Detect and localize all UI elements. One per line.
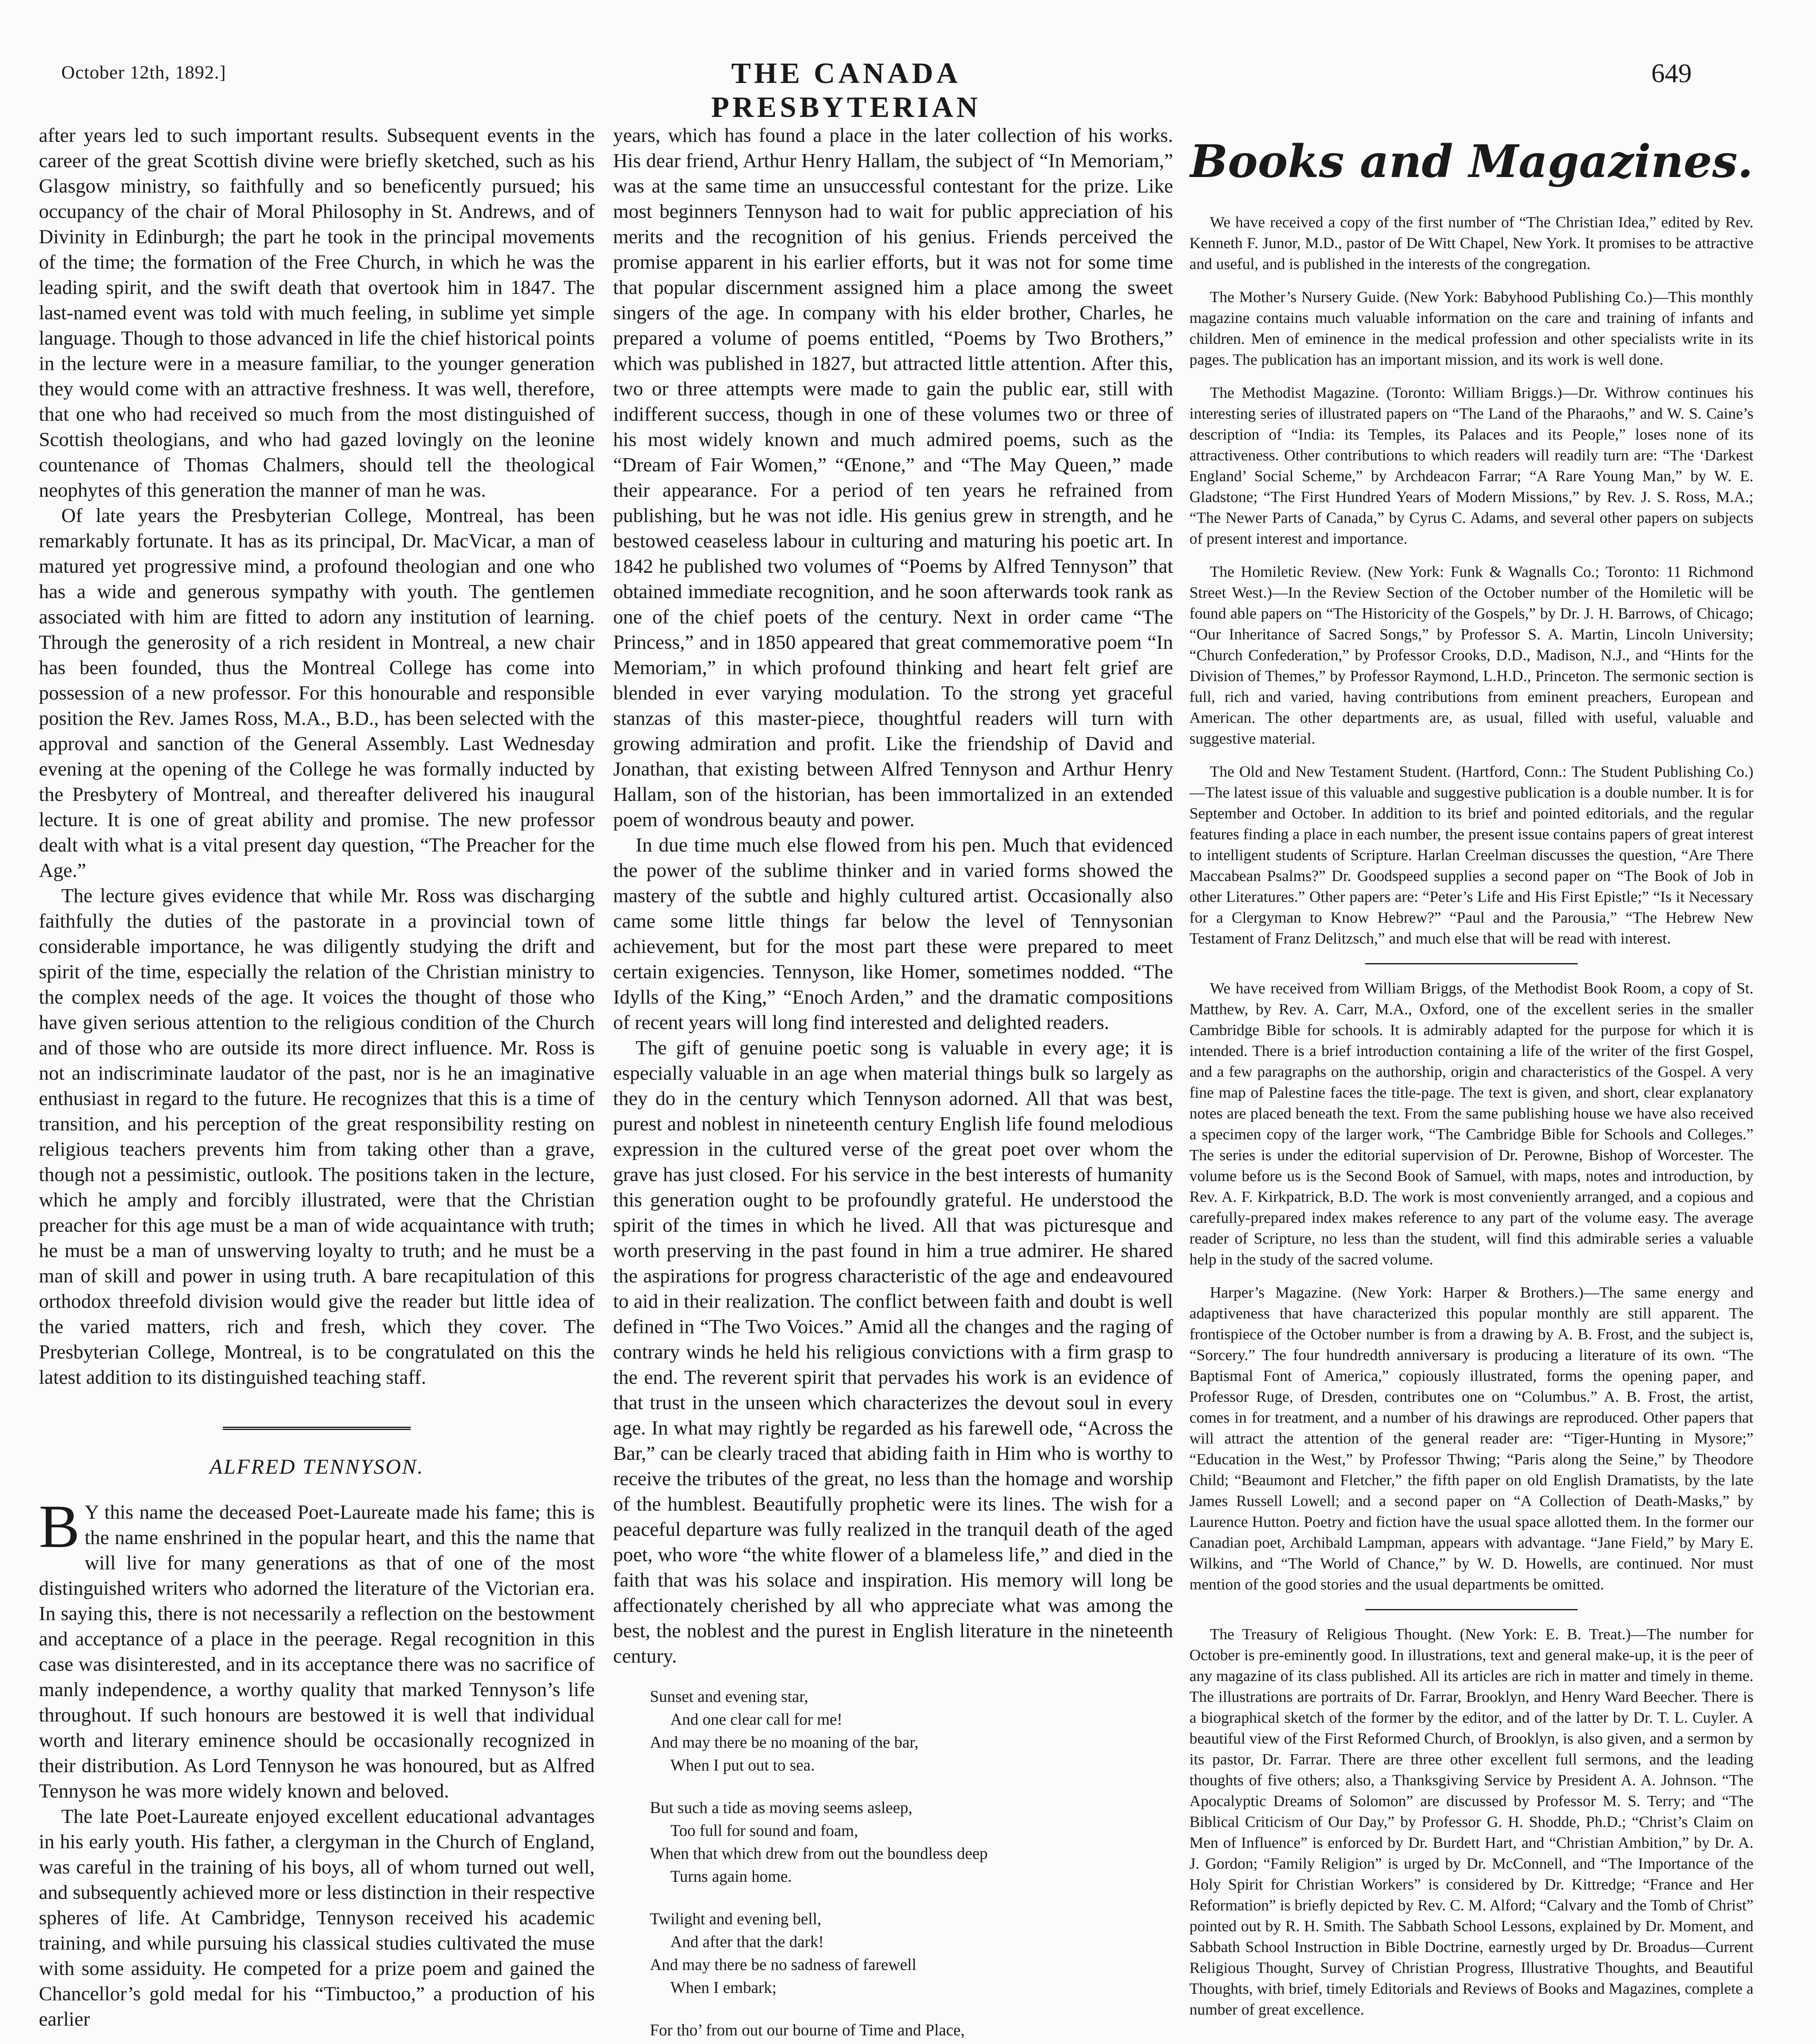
- paragraph: Of late years the Presbyterian College, Montreal, has been remarkably fortunate. It has as its principal, Dr. MacVicar, a man of matured yet progressive mind, a profound theologian and one who has a wide and generous sympathy with youth. The gentlemen associated with him are fitted to adorn any institution of learning. Through the generosity of a rich resident in Montreal, a new chair has been founded, thus the Montreal College has come into possession of a new professor. For this honourable and responsible position the Rev. James Ross, M.A., B.D., has been selected with the approval and sanction of the General Assembly. Last Wednesday evening at the opening of the College he was formally inducted by the Presbytery of Montreal, and thereafter delivered his inaugural lecture. It is one of great ability and promise. The new professor dealt with what is a vital present day question, “The Preacher for the Age.”: [39, 504, 595, 881]
- poem-crossing-the-bar: [650, 1685, 1173, 2044]
- review-entry: We have received from William Briggs, of the Methodist Book Room, a copy of St. Matthew, by Rev. A. Carr, M.A., Oxford, one of the excellent series in the smaller Cambridge Bible for schools. It is admirably adapted for the purpose for which it is intended. There is a brief introduction containing a life of the writer of the first Gospel, and a few paragraphs on the authorship, origin and characteristics of the Gospel. A very fine map of Palestine faces the title-page. The text is given, and short, clear explanatory notes are placed beneath the text. From the same publishing house we have also received a specimen copy of the larger work, “The Cambridge Bible for Schools and Colleges.” The series is under the editorial supervision of Dr. Perowne, Bishop of Worcester. The volume before us is the Second Book of Samuel, with maps, notes and introduction, by Rev. A. F. Kirkpatrick, B.D. The work is most conveniently arranged, and a copious and carefully-prepared index makes reference to any part of the volume easy. The average reader of Scripture, no less than the student, will find this admirable series a valuable help in the study of the sacred volume.: [1189, 980, 1753, 1268]
- paragraph: after years led to such important results. Subsequent events in the career of the great Scottish divine were briefly sketched, such as his Glasgow ministry, so faithfully and so beneficently pursued; his occupancy of the chair of Moral Philosophy in St. Andrews, and of Divinity in Edinburgh; the part he took in the principal movements of the time; the formation of the Free Church, in which he was the leading spirit, and the swift death that overtook him in 1847. The last-named event was told with much feeling, in sublime yet simple language. Though to those advanced in life the chief historical points in the lecture were in a measure familiar, to the younger generation they would come with an attractive freshness. It was well, therefore, that one who had received so much from the most distinguished of Scottish theologians, and who had gazed lovingly on the leonine countenance of Thomas Chalmers, should tell the theological neophytes of this generation the manner of man he was.: [39, 124, 595, 501]
- review-entry: The Mother’s Nursery Guide. (New York: Babyhood Publishing Co.)—This monthly magazine contains much valuable information on the care and training of infants and children. Men of eminence in the medical profession and other specialists write in its pages. The publication has an important mission, and its work is well done.: [1189, 289, 1753, 368]
- review-entry: We have received a copy of the first number of “The Christian Idea,” edited by Rev. Kenneth F. Junor, M.D., pastor of De Witt Chapel, New York. It promises to be attractive and useful, and is published in the interests of the congregation.: [1189, 214, 1753, 273]
- poem-line: Twilight and evening bell,: [650, 1910, 822, 1928]
- issue-date: October 12th, 1892.]: [61, 62, 226, 83]
- article-paragraph: The late Poet-Laureate enjoyed excellent educational advantages in his early youth. His father, a clergyman in the Church of England, was careful in the training of his boys, all of whom turned out well, and subsequently achieved more or less distinction in their respective spheres of life. At Cambridge, Tennyson received his academic training, and while pursuing his classical studies cultivated the muse with some assiduity. He competed for a prize poem and gained the Chancellor’s gold medal for his “Timbuctoo,” a production of his earlier: [39, 1805, 595, 2030]
- review-entry: Harper’s Magazine. (New York: Harper & Brothers.)—The same energy and adaptiveness that have characterized this popular monthly are still apparent. The frontispiece of the October number is from a drawing by A. B. Frost, and the subject is, “Sorcery.” The four hundredth anniversary is producing a literature of its own. “The Baptismal Font of America,” copiously illustrated, forms the opening paper, and Professor Ruge, of Dresden, contributes one on “Columbus.” A. B. Frost, the artist, comes in for treatment, and a number of his drawings are reproduced. Other papers that will attract the attention of the general reader are: “Tiger-Hunting in Mysore;” “Education in the West,” by Professor Thwing; “Paris along the Seine,” by Theodore Child; “Beaumont and Fletcher,” the fifth paper on old English Dramatists, by the late James Russell Lowell; and a second paper on “A Collection of Death-Masks,” by Laurence Hutton. Poetry and fiction have the usual space allotted them. In the former our Canadian poet, Archibald Lampman, appears with advantage. “Jane Field,” by Mary E. Wilkins, and “The World of Chance,” by W. D. Howells, are continued. Nor must mention of the good stories and the usual departments be omitted.: [1189, 1284, 1753, 1593]
- poem-line: And one clear call for me!: [670, 1710, 842, 1728]
- drop-cap: B: [39, 1493, 80, 1560]
- page-number: 649: [1651, 58, 1692, 88]
- poem-line: When I put out to sea.: [670, 1756, 815, 1774]
- poem-line: And may there be no sadness of farewell: [650, 1955, 916, 1974]
- entry-divider: [1365, 1609, 1578, 1610]
- column-middle: [613, 123, 1173, 2044]
- article-paragraph: Y this name the deceased Poet-Laureate made his fame; this is the name enshrined in the popular heart, and this the name that will live for many generations as that of one of the most distinguished writers who adorned the literature of the Victorian era. In saying this, there is not necessarily a reflection on the bestowment and acceptance of a place in the peerage. Regal recognition in this case was disinterested, and in its acceptance there was no sacrifice of manly independence, a worthy quality that marked Tennyson’s life throughout. If such honours are bestowed it is well that individual worth and literary eminence should be occasionally recognized in their distribution. As Lord Tennyson he was honoured, but as Alfred Tennyson he was more widely known and beloved.: [39, 1501, 595, 1802]
- review-entry: The Homiletic Review. (New York: Funk & Wagnalls Co.; Toronto: 11 Richmond Street West.)—In the Review Section of the October number of the Homiletic will be found able papers on “The Historicity of the Gospels,” by Dr. J. H. Barrows, of Chicago; “Our Inheritance of Sacred Songs,” by Professor S. A. Martin, Lincoln University; “Church Confederation,” by Professor Crooks, D.D., Madison, N.J., and “Hints for the Division of Themes,” by Professor Raymond, L.H.D., Princeton. The sermonic section is full, rich and varied, having contributions from eminent preachers, European and American. The other departments are, as usual, filled with useful, valuable and suggestive material.: [1189, 563, 1753, 747]
- article-title: ALFRED TENNYSON.: [209, 1455, 424, 1479]
- review-entry: The Methodist Magazine. (Toronto: William Briggs.)—Dr. Withrow continues his interesting series of illustrated papers on “The Land of the Pharaohs,” and W. S. Caine’s description of “India: its Temples, its Palaces and its People,” loses none of its attractiveness. Other contributions to which readers will readily turn are: “The ‘Darkest England’ Social Scheme,” by Archdeacon Farrar; “A Rare Young Man,” by W. E. Gladstone; “The First Hundred Years of Modern Missions,” by Rev. J. S. Ross, M.A.; “The Newer Parts of Canada,” by Cyrus C. Adams, and several other papers on subjects of present interest and importance.: [1189, 384, 1753, 547]
- section-title: Books and Magazines.: [1189, 135, 1753, 188]
- poem-line: When I embark;: [670, 1978, 777, 1997]
- poem-line: And may there be no moaning of the bar,: [650, 1733, 919, 1751]
- poem-line: But such a tide as moving seems asleep,: [650, 1798, 913, 1817]
- paragraph: The gift of genuine poetic song is valuable in every age; it is especially valuable in an age when material things bulk so largely as they do in the century which Tennyson adorned. All that was best, purest and noblest in nineteenth century English life found melodious expression in the cultured verse of the great poet over whom the grave has just closed. For his service in the best interests of humanity this generation ought to be profoundly grateful. He understood the spirit of the times in which he lived. All that was picturesque and worth preserving in the past found in him a true admirer. He shared the aspirations for progress characteristic of the age and endeavoured to aid in their realization. The conflict between faith and doubt is well defined in “The Two Voices.” Amid all the changes and the raging of contrary winds he held his religious convictions with a firm grasp to the end. The reverent spirit that pervades his work is an evidence of that trust in the unseen which characterizes the devout soul in every age. In what may rightly be regarded as his farewell ode, “Across the Bar,” can be clearly traced that abiding faith in Him who is worthy to receive the tributes of the great, no less than the homage and worship of the humblest. Beautifully prophetic were its lines. The wish for a peaceful departure was fully realized in the tranquil death of the aged poet, who wore “the white flower of a blameless life,” and died in the faith that was his solace and inspiration. His memory will long be affectionately cherished by all who appreciate what was among the best, the noblest and the purest in English literature in the nineteenth century.: [613, 1036, 1173, 1667]
- section-divider: [223, 1427, 411, 1432]
- newspaper-title: THE CANADA PRESBYTERIAN: [711, 57, 981, 123]
- paragraph: years, which has found a place in the later collection of his works. His dear friend, Arthur Henry Hallam, the subject of “In Memoriam,” was at the same time an unsuccessful contestant for the prize. Like most beginners Tennyson had to wait for public appreciation of his merits and the recognition of his genius. Friends perceived the promise apparent in his earlier efforts, but it was not for some time that popular discernment assigned him a place among the sweet singers of the age. In company with his elder brother, Charles, he prepared a volume of poems entitled, “Poems by Two Brothers,” which was published in 1827, but attracted little attention. After this, two or three attempts were made to gain the public ear, still with indifferent success, though in one of these volumes two or three of his most widely known and much admired poems, such as the “Dream of Fair Women,” “Œnone,” and “The May Queen,” made their appearance. For a period of ten years he refrained from publishing, but he was not idle. His genius grew in strength, and he bestowed ceaseless labour in culturing and maturing his poetic art. In 1842 he published two volumes of “Poems by Alfred Tennyson” that obtained immediate recognition, and he soon afterwards took rank as one of the chief poets of the century. Next in order came “The Princess,” and in 1850 appeared that great commemorative poem “In Memoriam,” in which profound thinking and heart felt grief are blended in ever varying modulation. To the strong yet graceful stanzas of this master-piece, thoughtful readers will turn with growing admiration and profit. Like the friendship of David and Jonathan, that existing between Alfred Tennyson and Arthur Henry Hallam, son of the historian, has been immortalized in an extended poem of wondrous beauty and power.: [613, 124, 1173, 831]
- column-left: [39, 123, 595, 2044]
- poem-line: When that which drew from out the boundless deep: [650, 1844, 988, 1862]
- poem-stanza: [650, 2019, 1173, 2044]
- poem-stanza: [650, 1907, 1173, 1999]
- review-entry: The Treasury of Religious Thought. (New York: E. B. Treat.)—The number for October is pre-eminently good. In illustrations, text and general make-up, it is the peer of any magazine of its class published. All its articles are rich in matter and timely in theme. The illustrations are portraits of Dr. Farrar, Brooklyn, and Henry Ward Beecher. There is a biographical sketch of the former by the editor, and of the latter by Dr. T. L. Cuyler. A beautiful view of the First Reformed Church, of Brooklyn, is also given, and a sermon by its pastor, Dr. Farrar. There are three other excellent full sermons, and the leading thoughts of five others; also, a Thanksgiving Service by President A. A. Johnson. “The Apocalyptic Dreams of Solomon” are discussed by Professor M. S. Terry; and “The Biblical Criticism of Our Day,” by Professor G. H. Shodde, Ph.D.; “Christ’s Claim on Men of Influence” is enforced by Dr. Burdett Hart, and “Christian Ambition,” by Dr. A. J. Gordon; “Family Religion” is urged by Dr. McConnell, and “The Importance of the Holy Spirit for Christian Workers” is considered by Dr. Kittredge; “France and Her Reformation” is briefly depicted by Rev. C. M. Alford; “Calvary and the Tomb of Christ” pointed out by R. H. Smith. The Sabbath School Lessons, explained by Dr. Moment, and Sabbath School Instruction in Bible Doctrine, earnestly urged by Dr. Broadus—Current Religious Thought, Survey of Christian Progress, Illustrative Thoughts, and Beautiful Thoughts, with brief, timely Editorials and Reviews of Books and Magazines, complete a number of great excellence.: [1189, 1626, 1753, 2018]
- poem-line: And after that the dark!: [670, 1932, 824, 1951]
- paragraph: The lecture gives evidence that while Mr. Ross was discharging faithfully the duties of the pastorate in a provincial town of considerable importance, he was diligently studying the drift and spirit of the time, especially the relation of the Christian ministry to the complex needs of the age. It voices the thought of those who have given serious attention to the religious condition of the Church and of those who are outside its more direct influence. Mr. Ross is not an indiscriminate laudator of the past, nor is he an imaginative enthusiast in regard to the future. He recognizes that this is a time of transition, and his perception of the great responsibility resting on religious teachers prevents him from taking other than a grave, though not a pessimistic, outlook. The positions taken in the lecture, which he amply and forcibly illustrated, were that the Christian preacher for this age must be a man of wide acquaintance with truth; he must be a man of unswerving loyalty to truth; and he must be a man of skill and power in using truth. A bare recapitulation of this orthodox threefold division would give the reader but little idea of the varied matters, rich and fresh, which they cover. The Presbyterian College, Montreal, is to be congratulated on this the latest addition to its distinguished teaching staff.: [39, 884, 595, 1388]
- poem-stanza: [650, 1685, 1173, 1777]
- entry-divider: [1365, 963, 1578, 964]
- paragraph: In due time much else flowed from his pen. Much that evidenced the power of the sublime thinker and in varied forms showed the mastery of the subtle and highly cultured artist. Occasionally also came some little things far below the level of Tennysonian achievement, but for the most part these were prepared to meet certain exigencies. Tennyson, like Homer, sometimes nodded. “The Idylls of the King,” “Enoch Arden,” and the dramatic compositions of recent years will long find interested and delighted readers.: [613, 834, 1173, 1033]
- poem-line: Sunset and evening star,: [650, 1687, 808, 1706]
- poem-stanza: [650, 1796, 1173, 1888]
- poem-line: Turns again home.: [670, 1867, 792, 1885]
- poem-line: For tho’ from out our bourne of Time and Place,: [650, 2021, 965, 2039]
- column-right: [1189, 123, 1753, 2044]
- page-header: [0, 0, 1816, 123]
- poem-line: Too full for sound and foam,: [670, 1821, 858, 1840]
- review-entry: The Old and New Testament Student. (Hartford, Conn.: The Student Publishing Co.)—The latest issue of this valuable and suggestive publication is a double number. It is for September and October. In addition to its brief and pointed editorials, and the regular features finding a place in each number, the present issue contains papers of great interest to intelligent students of Scripture. Harlan Creelman discusses the question, “Are There Maccabean Psalms?” Dr. Goodspeed supplies a second paper on “The Book of Job in other Literatures.” Other papers are: “Peter’s Life and His First Epistle;” “Is it Necessary for a Clergyman to Know Hebrew?” “Paul and the Parousia,” “The Hebrew New Testament of Franz Delitzsch,” and much else that will be read with interest.: [1189, 763, 1753, 947]
- poem-line: [650, 2042, 1173, 2044]
